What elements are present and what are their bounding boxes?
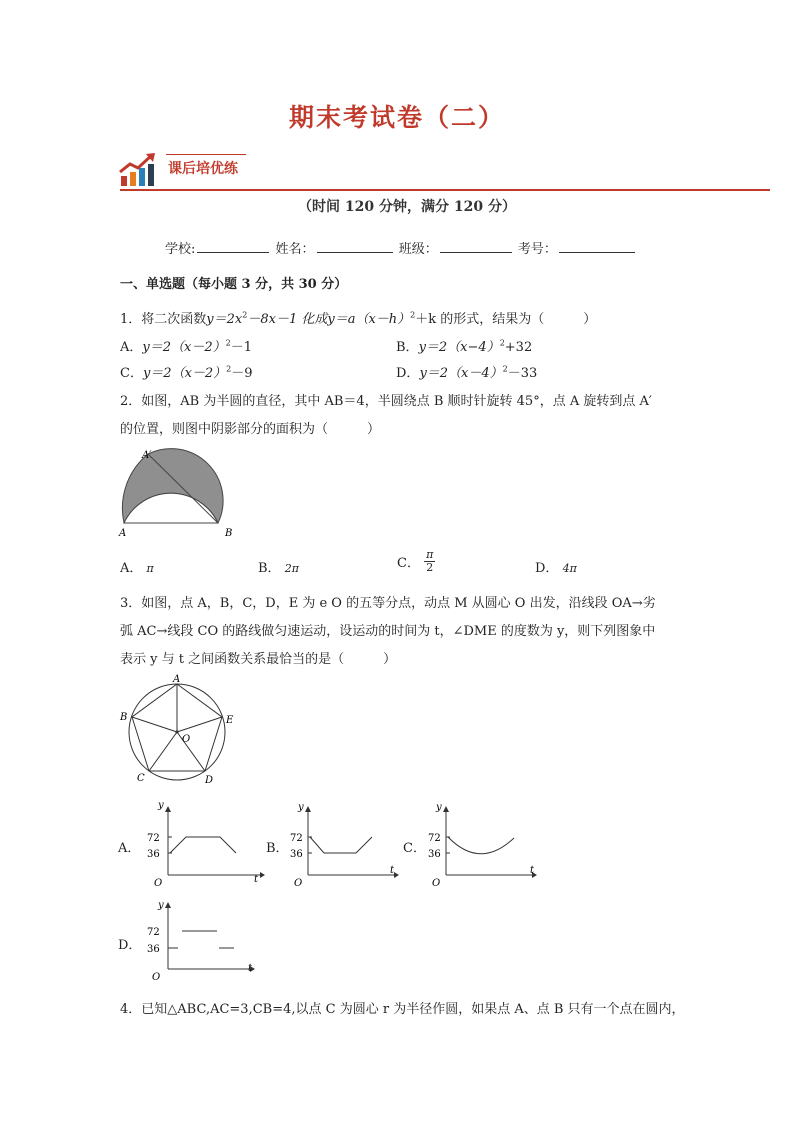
- q2-label-a-prime: A′: [142, 450, 152, 461]
- q3-graph-b[interactable]: [282, 800, 407, 890]
- svg-text:72: 72: [147, 833, 160, 844]
- q3-option-c-label[interactable]: C．: [403, 841, 426, 856]
- svg-text:C: C: [137, 773, 145, 784]
- school-blank[interactable]: [197, 240, 269, 253]
- svg-text:t: t: [390, 865, 395, 876]
- name-label: 姓名：: [275, 242, 315, 257]
- question-2-line-2: 的位置，则图中阴影部分的面积为（ ）: [120, 422, 381, 437]
- banner-line-top: [166, 154, 246, 155]
- q1-option-a[interactable]: A．$y=2(x-2)^2-1$: [120, 338, 252, 355]
- svg-text:O: O: [154, 878, 163, 889]
- svg-text:36: 36: [428, 849, 441, 860]
- exam-duration: （时间 120 分钟，满分 120 分）: [298, 199, 516, 215]
- school-label: 学校:: [165, 242, 196, 257]
- q2-option-a[interactable]: A． π: [120, 561, 154, 576]
- svg-text:E: E: [226, 715, 234, 726]
- question-1-stem: 1．将二次函数$y=2x^2-8x-1$ 化成$y=a(x-h)^2+k$ 的形式，结果为（ ）: [120, 310, 597, 327]
- q1-option-d[interactable]: D．$y=2(x-4)^2-33$: [396, 364, 538, 381]
- class-blank[interactable]: [440, 240, 512, 253]
- exam-no-label: 考号：: [517, 242, 557, 257]
- svg-text:D: D: [205, 775, 214, 786]
- banner-divider: [120, 189, 770, 191]
- growth-chart-icon: [118, 152, 158, 188]
- svg-text:36: 36: [147, 849, 160, 860]
- q2-option-b[interactable]: B． 2π: [258, 561, 299, 576]
- svg-text:y: y: [158, 800, 164, 811]
- question-3-line-2: 弧 AC→线段 CO 的路线做匀速运动，设运动的时间为 t，∠DME 的度数为 y，则下列图象中: [120, 624, 656, 639]
- name-blank[interactable]: [317, 240, 393, 253]
- svg-text:36: 36: [290, 849, 303, 860]
- q3-option-d-label[interactable]: D．: [118, 938, 142, 953]
- svg-text:O: O: [182, 734, 191, 745]
- svg-text:y: y: [298, 802, 304, 813]
- q1-option-c[interactable]: C．$y=2(x-2)^2-9$: [120, 364, 253, 381]
- page-title: 期末考试卷（二）: [288, 103, 505, 132]
- class-label: 班级：: [398, 242, 438, 257]
- q1-option-b[interactable]: B．$y=2(x-4)^2+32$: [396, 338, 533, 355]
- svg-text:t: t: [248, 963, 253, 974]
- svg-text:O: O: [294, 878, 303, 889]
- q3-option-a-label[interactable]: A．: [118, 841, 141, 856]
- q2-label-b: B: [225, 528, 233, 539]
- q3-graph-a[interactable]: [140, 800, 265, 890]
- info-fields: [165, 238, 637, 257]
- svg-text:72: 72: [290, 833, 303, 844]
- svg-text:t: t: [530, 865, 535, 876]
- q2-label-a: A: [119, 528, 127, 539]
- question-4-line-1: 4．已知△ABC,AC=3,CB=4,以点 C 为圆心 r 为半径作圆，如果点 A、点 B 只有一个点在圆内，: [120, 1002, 685, 1017]
- svg-text:36: 36: [147, 944, 160, 955]
- svg-text:y: y: [436, 802, 442, 813]
- q2-option-d[interactable]: D． 4π: [535, 561, 577, 576]
- svg-text:72: 72: [428, 833, 441, 844]
- question-3-line-1: 3．如图，点 A，B，C，D，E 为 e O 的五等分点，动点 M 从圆心 O 出发，沿线段 OA→劣: [120, 596, 656, 611]
- svg-text:A: A: [173, 674, 181, 685]
- q3-graph-d[interactable]: [140, 896, 265, 986]
- q3-graph-c[interactable]: [420, 800, 545, 890]
- svg-text:O: O: [432, 878, 441, 889]
- section-heading: 一、单选题（每小题 3 分，共 30 分）: [120, 277, 348, 292]
- q3-option-b-label[interactable]: B．: [266, 841, 289, 856]
- banner-label: 课后培优练: [168, 161, 238, 177]
- q2-figure: [116, 446, 246, 542]
- svg-text:t: t: [254, 874, 259, 885]
- svg-text:72: 72: [147, 927, 160, 938]
- q3-pentagon-figure: [116, 672, 246, 788]
- svg-text:y: y: [158, 900, 164, 911]
- svg-text:O: O: [152, 972, 161, 983]
- svg-text:B: B: [120, 712, 128, 723]
- q2-option-c[interactable]: C． $\frac{\pi}{2}$: [397, 548, 434, 574]
- exam-no-blank[interactable]: [559, 240, 635, 253]
- question-2-line-1: 2．如图，AB 为半圆的直径，其中 AB＝4，半圆绕点 B 顺时针旋转 45°，点 A 旋转到点 A′: [120, 394, 652, 409]
- question-3-line-3: 表示 y 与 t 之间函数关系最恰当的是（ ）: [120, 652, 397, 667]
